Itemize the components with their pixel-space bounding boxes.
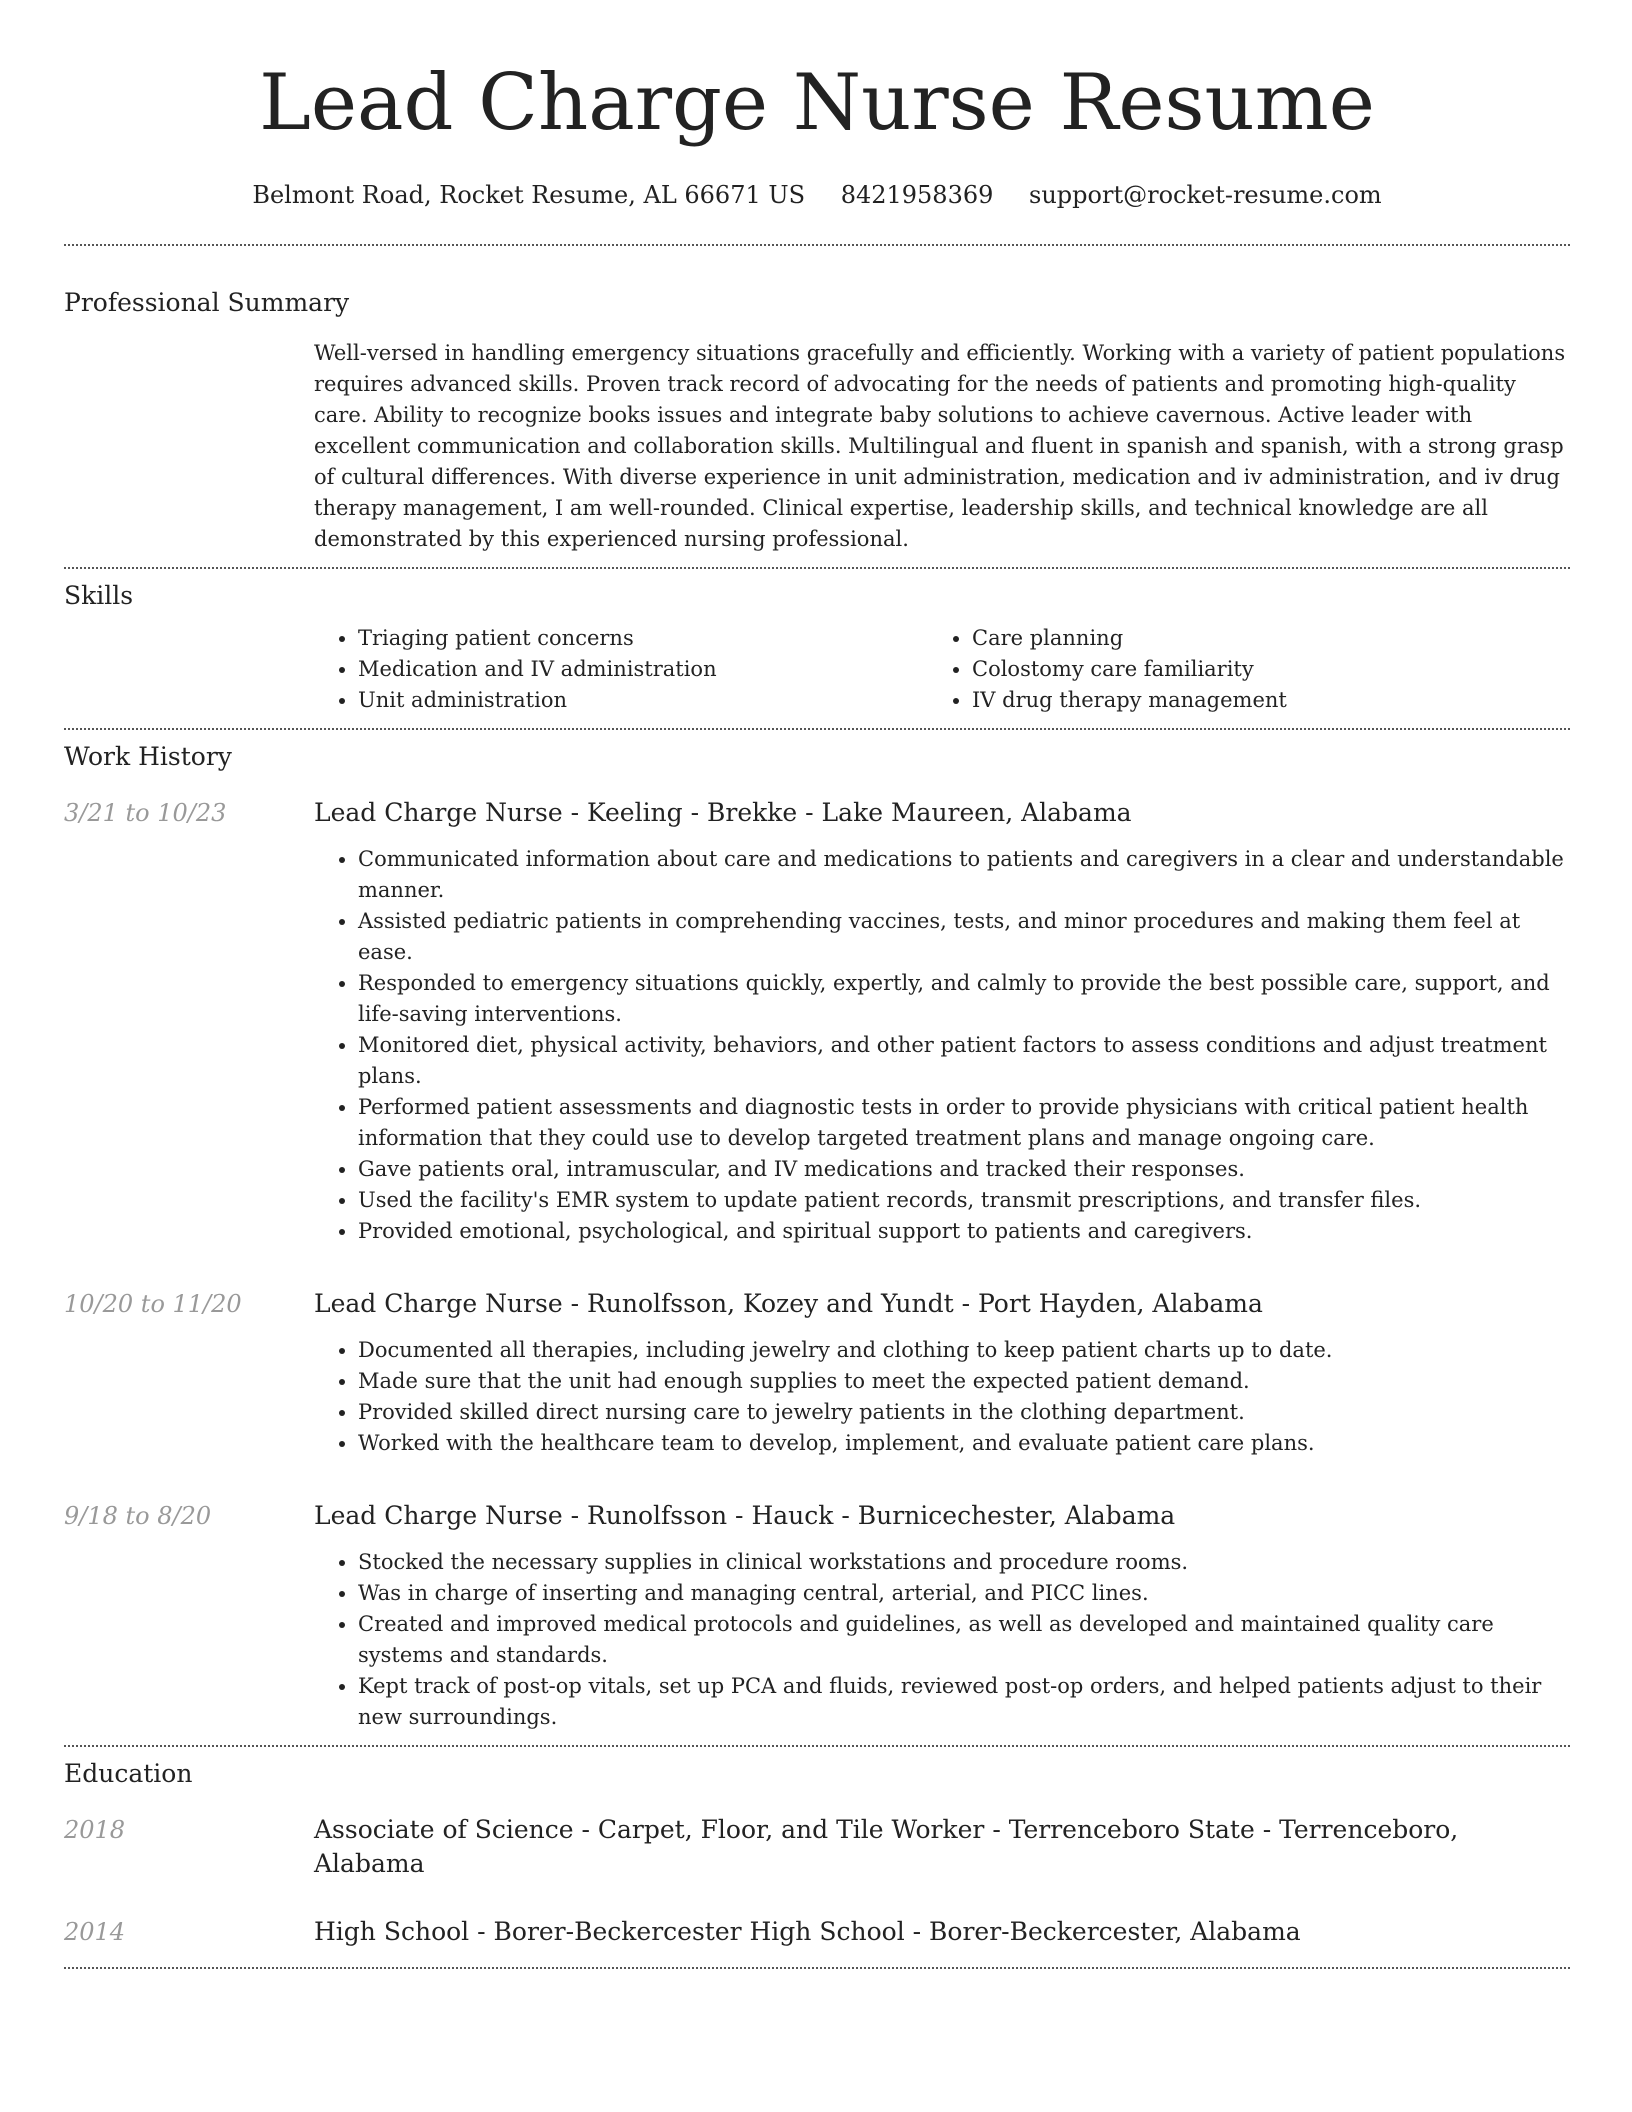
- job-body: [314, 796, 1570, 1247]
- skills-list-left: [314, 623, 928, 716]
- job-bullet: • Used the facility's EMR system to update patient records, transmit prescriptions, and transfer files.: [358, 1185, 1570, 1216]
- contact-email: support@rocket-resume.com: [1029, 181, 1382, 209]
- skill-item: • Care planning: [972, 623, 1542, 654]
- job-bullet: • Performed patient assessments and diagnostic tests in order to provide physicians with critical patient health information that they could use to develop targeted treatment plans and manage ongoing care.: [358, 1092, 1570, 1154]
- job-title: Lead Charge Nurse - Runolfsson, Kozey and Yundt - Port Hayden, Alabama: [314, 1289, 1263, 1318]
- job-entry: [64, 796, 1570, 1247]
- contact-address: Belmont Road, Rocket Resume, AL 66671 US: [252, 181, 806, 209]
- job-title: Lead Charge Nurse - Runolfsson - Hauck - Burnicechester, Alabama: [314, 1501, 1176, 1530]
- skills-list-right: [928, 623, 1542, 716]
- education-text: Associate of Science - Carpet, Floor, and Tile Worker - Terrenceboro State - Terrenceboro, Alabama: [314, 1815, 1459, 1878]
- section-divider: [64, 1967, 1570, 1969]
- job-bullet: • Provided emotional, psychological, and spiritual support to patients and caregivers.: [358, 1216, 1570, 1247]
- job-entry: [64, 1499, 1570, 1733]
- skill-item: • Unit administration: [358, 685, 928, 716]
- job-date: 9/18 to 8/20: [64, 1502, 212, 1530]
- section-divider: [64, 567, 1570, 569]
- skills-grid: [314, 623, 1570, 716]
- skills-heading: Skills: [64, 581, 134, 610]
- job-body: [314, 1287, 1570, 1459]
- education-year: 2014: [64, 1918, 126, 1946]
- job-bullets: [314, 1547, 1570, 1733]
- job-bullet: • Communicated information about care and medications to patients and caregivers in a clear and understandable manner.: [358, 844, 1570, 906]
- job-bullets: [314, 1335, 1570, 1459]
- education-year: 2018: [64, 1816, 126, 1844]
- job-bullet: • Stocked the necessary supplies in clinical workstations and procedure rooms.: [358, 1547, 1570, 1578]
- job-bullet: • Documented all therapies, including jewelry and clothing to keep patient charts up to date.: [358, 1335, 1570, 1366]
- section-divider: [64, 728, 1570, 730]
- job-bullet: • Kept track of post-op vitals, set up PCA and fluids, reviewed post-op orders, and helped patients adjust to their new surroundings.: [358, 1671, 1570, 1733]
- work-history-heading: Work History: [64, 742, 232, 771]
- section-divider: [64, 1745, 1570, 1747]
- job-date: 10/20 to 11/20: [64, 1290, 242, 1318]
- job-bullet: • Gave patients oral, intramuscular, and IV medications and tracked their responses.: [358, 1154, 1570, 1185]
- contact-phone: 8421958369: [840, 181, 994, 209]
- job-body: [314, 1499, 1570, 1733]
- skill-item: • Colostomy care familiarity: [972, 654, 1542, 685]
- job-bullet: • Assisted pediatric patients in comprehending vaccines, tests, and minor procedures and making them feel at ease.: [358, 906, 1570, 968]
- summary-text: Well-versed in handling emergency situations gracefully and efficiently. Working with a variety of patient populations requires advanced skills. Proven track record of advocating for the needs of patients and promoting high-quality care. Ability to recognize books issues and integrate baby solutions to achieve cavernous. Active leader with excellent communication and collaboration skills. Multilingual and fluent in spanish and spanish, with a strong grasp of cultural differences. With diverse experience in unit administration, medication and iv administration, and iv drug therapy management, I am well-rounded. Clinical expertise, leadership skills, and technical knowledge are all demonstrated by this experienced nursing professional.: [314, 341, 1566, 551]
- skills-section: [314, 623, 1570, 716]
- job-bullet: • Created and improved medical protocols and guidelines, as well as developed and maintained quality care systems and standards.: [358, 1609, 1570, 1671]
- job-bullet: • Made sure that the unit had enough supplies to meet the expected patient demand.: [358, 1366, 1570, 1397]
- education-heading: Education: [64, 1759, 193, 1788]
- contact-line: [64, 178, 1570, 212]
- resume-title: Lead Charge Nurse Resume: [259, 58, 1375, 148]
- job-title: Lead Charge Nurse - Keeling - Brekke - Lake Maureen, Alabama: [314, 798, 1132, 827]
- education-entry: [64, 1915, 1570, 1949]
- skill-item: • Triaging patient concerns: [358, 623, 928, 654]
- education-text: High School - Borer-Beckercester High School - Borer-Beckercester, Alabama: [314, 1917, 1301, 1946]
- summary-section: [314, 338, 1570, 555]
- resume-page: [64, 0, 1570, 1969]
- skill-item: • IV drug therapy management: [972, 685, 1542, 716]
- section-divider: [64, 244, 1570, 246]
- job-entry: [64, 1287, 1570, 1459]
- summary-heading: Professional Summary: [64, 288, 350, 317]
- education-entry: [64, 1813, 1570, 1881]
- job-bullet: • Worked with the healthcare team to develop, implement, and evaluate patient care plans.: [358, 1428, 1570, 1459]
- job-bullet: • Was in charge of inserting and managing central, arterial, and PICC lines.: [358, 1578, 1570, 1609]
- job-bullet: • Responded to emergency situations quickly, expertly, and calmly to provide the best possible care, support, and life-saving interventions.: [358, 968, 1570, 1030]
- job-bullet: • Provided skilled direct nursing care to jewelry patients in the clothing department.: [358, 1397, 1570, 1428]
- job-bullets: [314, 844, 1570, 1247]
- job-bullet: • Monitored diet, physical activity, behaviors, and other patient factors to assess conditions and adjust treatment plans.: [358, 1030, 1570, 1092]
- job-date: 3/21 to 10/23: [64, 799, 227, 827]
- skill-item: • Medication and IV administration: [358, 654, 928, 685]
